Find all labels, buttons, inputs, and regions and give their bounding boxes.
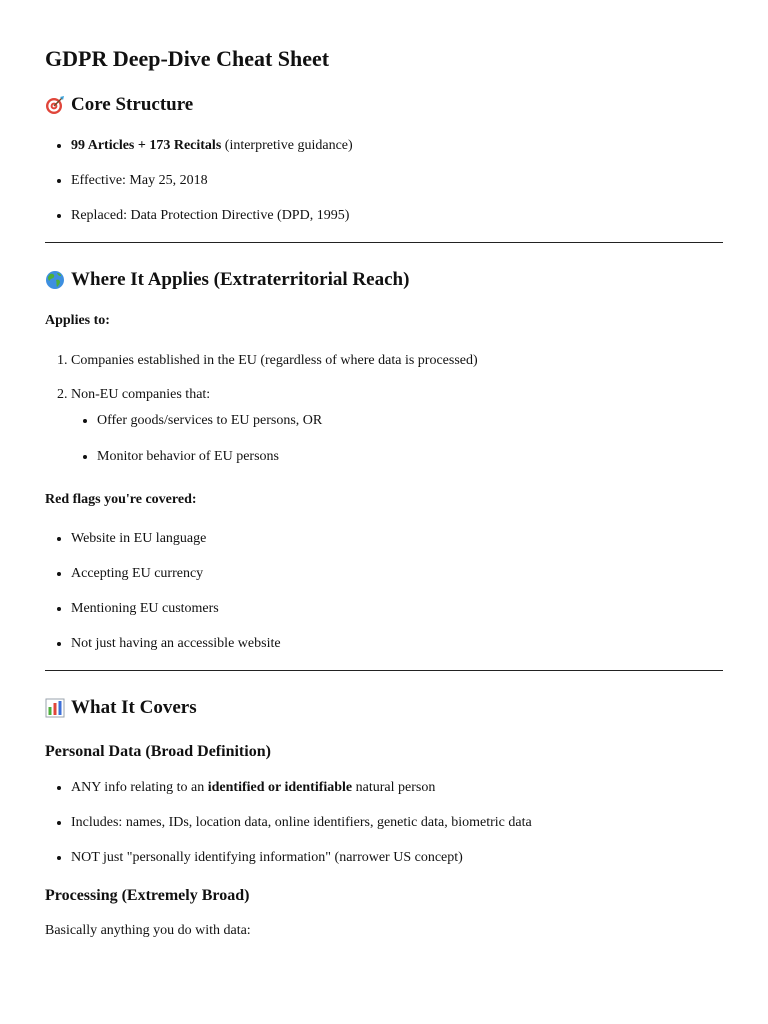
list-item bbox=[71, 386, 723, 465]
list-item bbox=[71, 849, 723, 866]
personal-data-heading: Personal Data (Broad Definition) bbox=[45, 743, 271, 760]
processing-intro: Basically anything you do with data: bbox=[45, 923, 251, 938]
list-item-text: NOT just "personally identifying information" (narrower US concept) bbox=[71, 850, 463, 865]
red-flags-label: Red flags you're covered: bbox=[45, 492, 197, 507]
list-item bbox=[71, 814, 723, 831]
list-item bbox=[71, 600, 723, 617]
section-divider bbox=[45, 670, 723, 671]
list-item-bold: identified or identifiable bbox=[207, 780, 353, 795]
list-item-text: (interpretive guidance) bbox=[221, 138, 353, 153]
section-heading-text: What It Covers bbox=[71, 697, 197, 718]
list-item bbox=[71, 565, 723, 582]
section-heading-core-structure bbox=[45, 93, 723, 117]
list-item-text: Accepting EU currency bbox=[71, 566, 204, 581]
globe-icon bbox=[45, 270, 65, 290]
section-heading-text: Core Structure bbox=[71, 94, 194, 115]
applies-to-label: Applies to: bbox=[45, 313, 110, 328]
bar-chart-icon bbox=[45, 698, 65, 718]
list-item-text: Replaced: Data Protection Directive (DPD, 1995) bbox=[71, 208, 350, 223]
list-item-text: Non-EU companies that: bbox=[71, 387, 211, 402]
list-item bbox=[71, 779, 723, 796]
list-item bbox=[71, 172, 723, 189]
list-item bbox=[71, 530, 723, 547]
target-icon bbox=[45, 95, 65, 115]
list-item-text: Companies established in the EU (regardless of where data is processed) bbox=[71, 353, 478, 368]
non-eu-sub-list bbox=[71, 412, 723, 465]
section-heading-where-it-applies bbox=[45, 268, 723, 292]
list-item bbox=[71, 635, 723, 652]
list-item-bold: 99 Articles + 173 Recitals bbox=[71, 138, 222, 153]
core-structure-list bbox=[45, 137, 723, 224]
red-flags-list bbox=[45, 530, 723, 652]
list-item-text: natural person bbox=[352, 780, 436, 795]
processing-heading: Processing (Extremely Broad) bbox=[45, 887, 250, 904]
list-item bbox=[97, 412, 723, 429]
personal-data-list bbox=[45, 779, 723, 866]
list-item-text: Website in EU language bbox=[71, 531, 207, 546]
list-item-text: Offer goods/services to EU persons, OR bbox=[97, 413, 323, 428]
section-divider bbox=[45, 242, 723, 243]
list-item-text: Mentioning EU customers bbox=[71, 601, 219, 616]
list-item-text: Monitor behavior of EU persons bbox=[97, 449, 279, 464]
section-heading-what-it-covers bbox=[45, 696, 723, 720]
list-item bbox=[71, 352, 723, 369]
list-item bbox=[97, 448, 723, 465]
list-item-text: Not just having an accessible website bbox=[71, 636, 281, 651]
list-item bbox=[71, 207, 723, 224]
list-item-text: Includes: names, IDs, location data, online identifiers, genetic data, biometric data bbox=[71, 815, 532, 830]
page-title: GDPR Deep-Dive Cheat Sheet bbox=[45, 46, 330, 71]
applies-to-list bbox=[45, 352, 723, 465]
list-item-text: ANY info relating to an bbox=[71, 780, 208, 795]
section-heading-text: Where It Applies (Extraterritorial Reach) bbox=[71, 269, 410, 290]
list-item-text: Effective: May 25, 2018 bbox=[71, 173, 208, 188]
list-item bbox=[71, 137, 723, 154]
